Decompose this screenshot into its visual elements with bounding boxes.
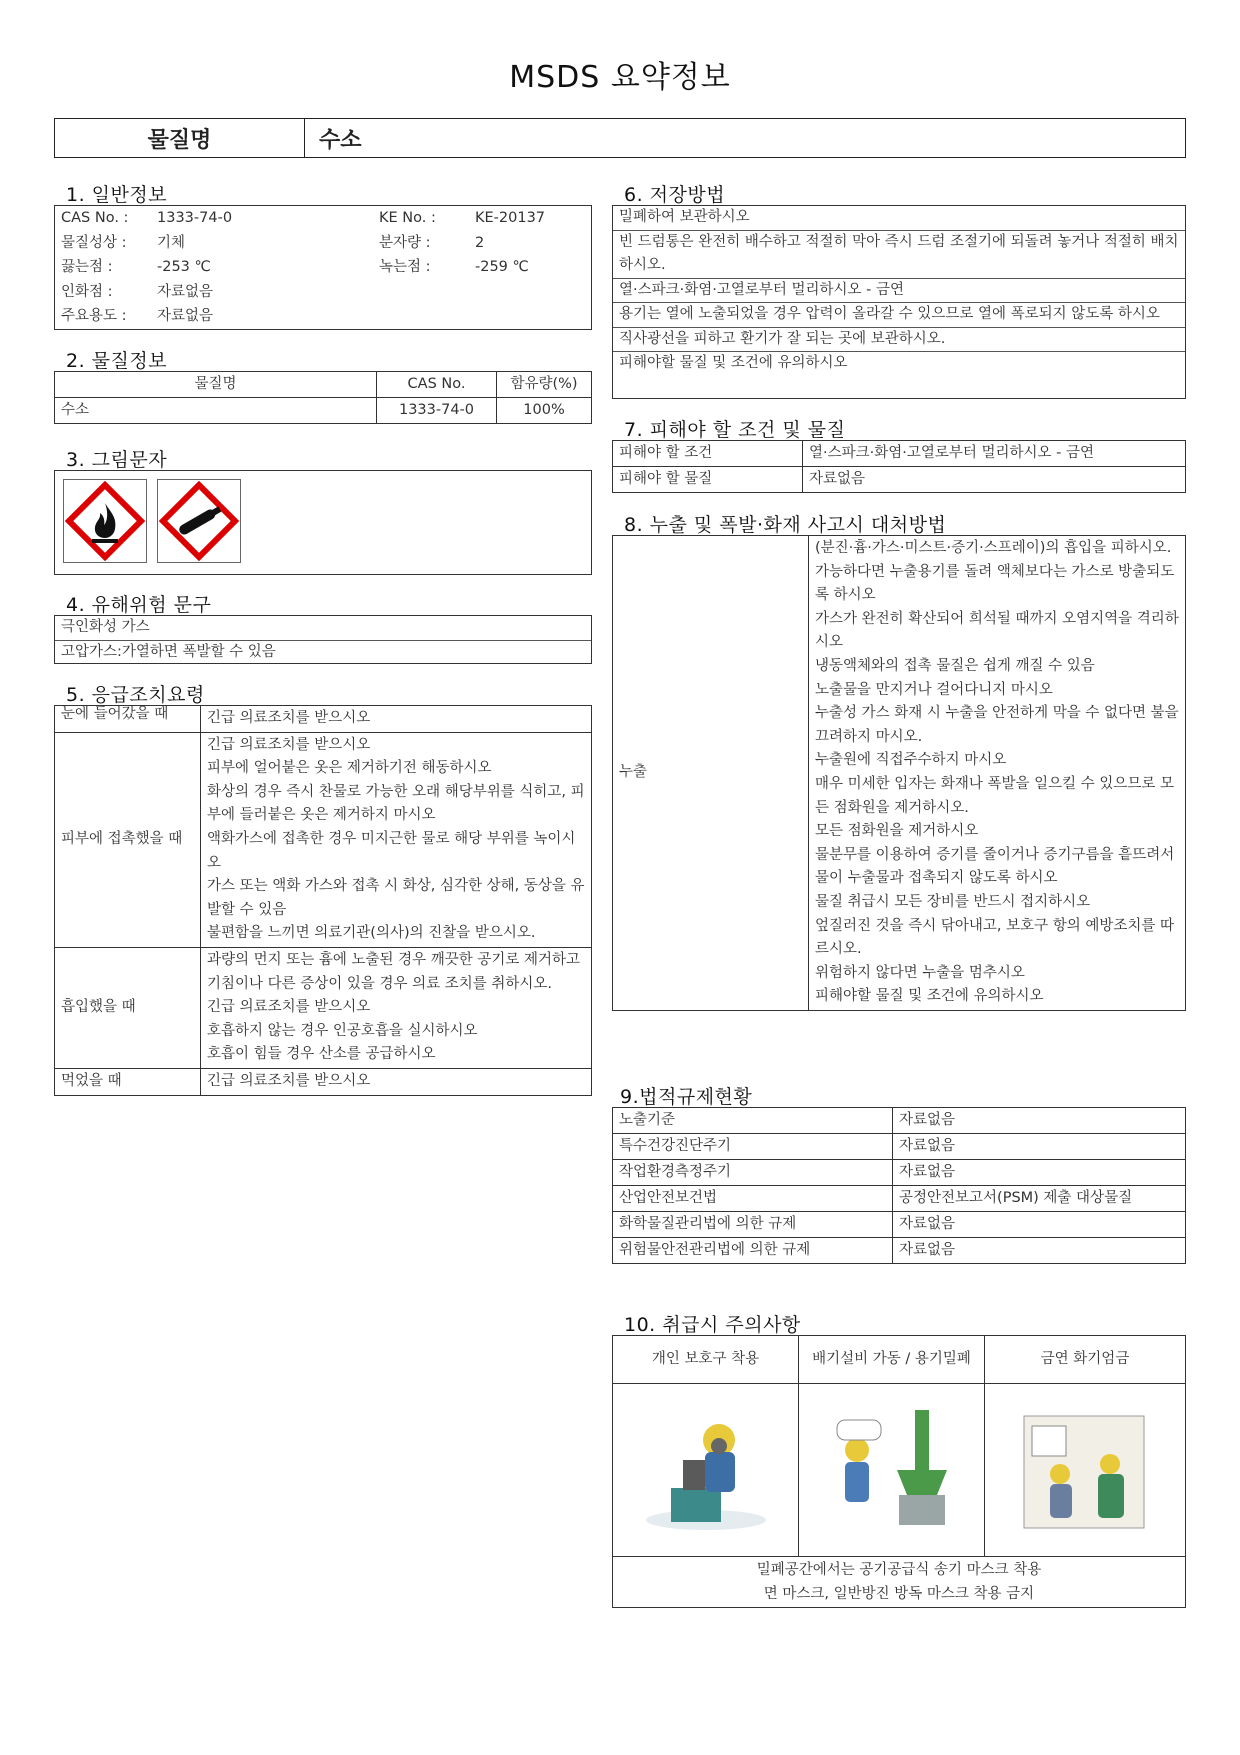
ventilation-illustration [799,1384,985,1557]
item: (분진·흄·가스·미스트·증기·스프레이)의 흡입을 피하시오. [815,540,1172,556]
cell: 긴급 의료조치를 받으시오 [201,706,592,733]
section-2-title: 2. 물질정보 [66,350,168,372]
cell: 수소 [55,398,377,424]
cell: 자료없음 [893,1160,1186,1186]
item: 가스가 완전히 확산되어 희석될 때까지 오염지역을 격리하시오 [815,610,1179,651]
section-6-title: 6. 저장방법 [624,184,726,206]
row-label: 화학물질관리법에 의한 규제 [613,1212,893,1238]
state-value: 기체 [157,234,186,251]
cas-label: CAS No. : [61,210,129,226]
item: 과량의 먼지 또는 흄에 노출된 경우 깨끗한 공기로 제거하고 기침이나 다른 증상이 있을 경우 의료 조치를 취하시오. [207,951,581,992]
use-label: 주요용도 : [61,308,127,324]
col-header: 금연 화기엄금 [985,1336,1186,1384]
section-10-title: 10. 취급시 주의사항 [624,1314,801,1336]
item: 누출성 가스 화재 시 누출을 안전하게 막을 수 없다면 불을 끄려하지 마시오. [815,705,1179,745]
general-info-row [61,255,591,280]
hazard-item: 고압가스:가열하면 폭발할 수 있음 [61,643,276,660]
section-4-title: 4. 유해위험 문구 [66,594,212,616]
item: 물질 취급시 모든 장비를 반드시 접지하시오 [815,893,1091,910]
mw-label: 분자량 : [379,234,431,251]
item: 피해야할 물질 및 조건에 유의하시오 [815,988,1044,1005]
item: 긴급 의료조치를 받으시오 [207,736,371,753]
general-info-row [61,231,591,256]
col-header: 물질명 [55,372,377,398]
storage-item: 빈 드럼통은 완전히 배수하고 적절히 막아 즉시 드럼 조절기에 되돌려 놓거나 적절히 배치하시오. [613,231,1185,279]
general-info-row [61,206,591,231]
use-value: 자료없음 [157,308,214,324]
ke-label: KE No. : [379,210,436,226]
row-label: 노출기준 [613,1108,893,1134]
pictogram-box [54,470,592,575]
row-label: 피해야 할 조건 [613,441,803,467]
row-label: 눈에 들어갔을 때 [55,706,201,733]
cell: 자료없음 [803,467,1186,493]
cell: 100% [497,398,592,424]
flash-label: 인화점 : [61,283,113,300]
flash-value: 자료없음 [157,283,214,300]
storage-item: 피해야할 물질 및 조건에 유의하시오 [619,355,848,371]
hazard-item: 극인화성 가스 [55,616,591,641]
item: 가능하다면 누출용기를 돌려 액체보다는 가스로 방출되도록 하시오 [815,563,1175,604]
leak-table [612,535,1186,1011]
note: 면 마스크, 일반방진 방독 마스크 착용 금지 [763,1586,1035,1602]
cell [201,947,592,1068]
item: 액화가스에 접촉한 경우 미지근한 물로 해당 부위를 녹이시오 [207,830,576,871]
item: 냉동액체와의 접촉 물질은 쉽게 깨질 수 있음 [815,657,1095,674]
storage-item: 직사광선을 피하고 환기가 잘 되는 곳에 보관하시오. [613,328,1185,353]
melting-label: 녹는점 : [379,259,431,275]
ke-value: KE-20137 [475,210,546,226]
boiling-label: 끓는점 : [61,259,113,275]
col-header: 개인 보호구 착용 [613,1336,799,1384]
storage-list [612,205,1186,399]
substance-value: 수소 [319,127,362,153]
substance-info-table [54,371,592,424]
item: 모든 점화원을 제거하시오 [815,823,979,840]
row-label: 누출 [613,536,809,1011]
storage-item: 용기는 열에 노출되었을 경우 압력이 올라갈 수 있으므로 열에 폭로되지 않도록 하시오 [613,303,1185,328]
avoid-table [612,440,1186,493]
item: 긴급 의료조치를 받으시오 [207,999,371,1016]
item: 화상의 경우 즉시 찬물로 가능한 오래 해당부위를 식히고, 피부에 들러붙은 옷은 제거하지 마시오 [207,783,585,824]
row-label: 산업안전보건법 [613,1186,893,1212]
cell: 공정안전보고서(PSM) 제출 대상물질 [893,1186,1186,1212]
handling-table [612,1335,1186,1608]
cell: 자료없음 [893,1238,1186,1264]
item: 엎질러진 것을 즉시 닦아내고, 보호구 항의 예방조치를 따르시오. [815,917,1175,958]
section-5-title: 5. 응급조치요령 [66,684,205,706]
mw-value: 2 [475,234,485,251]
item: 호흡하지 않는 경우 인공호흡을 실시하시오 [207,1022,478,1039]
row-label: 위험물안전관리법에 의한 규제 [613,1238,893,1264]
general-info-row [61,280,591,305]
item: 노출물을 만지거나 걸어다니지 마시오 [815,681,1053,698]
no-smoking-illustration [985,1384,1186,1557]
flame-icon [63,479,147,563]
cell: 1333-74-0 [377,398,497,424]
section-9-title: 9.법적규제현황 [620,1086,753,1108]
general-info-row [61,304,591,329]
cell: 열·스파크·화염·고열로부터 멀리하시오 - 금연 [803,441,1186,467]
storage-item: 밀폐하여 보관하시오 [613,206,1185,231]
general-info-box [54,205,592,330]
item: 가스 또는 액화 가스와 접촉 시 화상, 심각한 상해, 동상을 유발할 수 있음 [207,878,585,918]
section-8-title: 8. 누출 및 폭발·화재 사고시 대처방법 [624,514,947,536]
cell [201,732,592,947]
row-label: 작업환경측정주기 [613,1160,893,1186]
col-header: 배기설비 가동 / 용기밀폐 [799,1336,985,1384]
cell: 자료없음 [893,1212,1186,1238]
storage-item: 열·스파크·화염·고열로부터 멀리하시오 - 금연 [613,279,1185,304]
hazard-statements [54,615,592,664]
section-7-title: 7. 피해야 할 조건 및 물질 [624,419,846,441]
col-header: 함유량(%) [497,372,592,398]
item: 피부에 얼어붙은 옷은 제거하기전 해동하시오 [207,760,492,777]
state-label: 물질성상 : [61,234,127,251]
ppe-illustration [613,1384,799,1557]
regulation-table [612,1107,1186,1264]
cell: 긴급 의료조치를 받으시오 [201,1068,592,1095]
item: 호흡이 힘들 경우 산소를 공급하시오 [207,1046,436,1063]
substance-name-table [54,118,1186,158]
item: 불편함을 느끼면 의료기관(의사)의 진찰을 받으시오. [207,925,536,942]
gas-cylinder-icon [157,479,241,563]
item: 위험하지 않다면 누출을 멈추시오 [815,964,1025,981]
handling-notes [613,1557,1186,1608]
col-header: CAS No. [377,372,497,398]
cell: 자료없음 [893,1134,1186,1160]
note: 밀폐공간에서는 공기공급식 송기 마스크 착용 [756,1562,1042,1578]
item: 누출원에 직접주수하지 마시오 [815,752,1007,769]
row-label: 피해야 할 물질 [613,467,803,493]
cell [809,536,1186,1011]
boiling-value: -253 ℃ [157,259,211,275]
row-label: 먹었을 때 [55,1068,201,1095]
melting-value: -259 ℃ [475,259,529,275]
row-label: 흡입했을 때 [55,947,201,1068]
section-1-title: 1. 일반정보 [66,184,168,206]
item: 물분무를 이용하여 증기를 줄이거나 증기구름을 흩뜨려서 물이 누출물과 접촉되지 않도록 하시오 [815,846,1175,887]
substance-label: 물질명 [55,119,305,157]
item: 매우 미세한 입자는 화재나 폭발을 일으킬 수 있으므로 모든 점화원을 제거하시오. [815,775,1175,816]
row-label: 피부에 접촉했을 때 [55,732,201,947]
cell: 자료없음 [893,1108,1186,1134]
page-title: MSDS 요약정보 [509,60,731,95]
cas-value: 1333-74-0 [157,210,233,226]
section-3-title: 3. 그림문자 [66,449,168,471]
row-label: 특수건강진단주기 [613,1134,893,1160]
first-aid-table [54,705,592,1096]
